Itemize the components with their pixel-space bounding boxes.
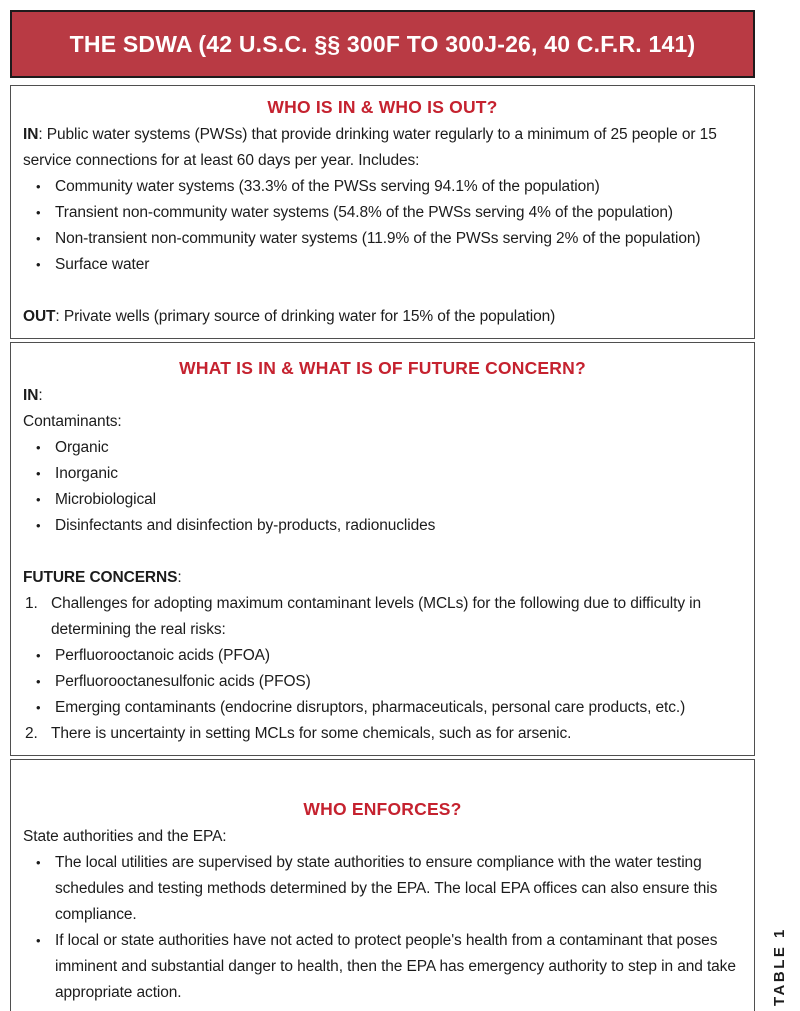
list-item-text: Microbiological xyxy=(55,491,157,508)
list-item xyxy=(23,200,742,226)
list-item xyxy=(23,252,742,278)
list-item-text: Surface water xyxy=(55,256,150,273)
bullet-icon: • xyxy=(36,231,41,246)
in-paragraph xyxy=(23,383,742,409)
in-text: : Public water systems (PWSs) that provide drinking water regularly to a minimum of 25 people or 15 service connections for at least 60 days per year. Includes: xyxy=(23,126,717,169)
bullet-icon: • xyxy=(36,700,41,715)
bullet-icon: • xyxy=(36,492,41,507)
out-label: OUT xyxy=(23,308,56,325)
numbered-item-text: Challenges for adopting maximum contaminant levels (MCLs) for the following due to difficulty in determining the real risks: xyxy=(51,595,702,638)
list-item-text: Transient non-community water systems (54.8% of the PWSs serving 4% of the population) xyxy=(55,204,673,221)
list-item-text: Community water systems (33.3% of the PWSs serving 94.1% of the population) xyxy=(55,178,600,195)
future-concerns-label xyxy=(23,565,742,591)
page-title: THE SDWA (42 U.S.C. §§ 300F TO 300J-26, 40 C.F.R. 141) xyxy=(69,30,696,57)
list-item-text: Non-transient non-community water systems (11.9% of the PWSs serving 2% of the population) xyxy=(55,230,701,247)
list-item xyxy=(23,850,742,928)
list-item-text: Perfluorooctanesulfonic acids (PFOS) xyxy=(55,673,311,690)
contaminants-intro: Contaminants: xyxy=(23,413,122,430)
bullet-icon: • xyxy=(36,674,41,689)
bullet-icon: • xyxy=(36,440,41,455)
future-concerns-colon: : xyxy=(177,569,182,586)
in-paragraph xyxy=(23,122,742,174)
section-who-enforces xyxy=(10,759,755,1011)
future-concerns-numbered-list xyxy=(23,591,742,643)
list-item xyxy=(23,461,742,487)
bullet-icon: • xyxy=(36,648,41,663)
future-concerns-text: FUTURE CONCERNS xyxy=(23,569,178,586)
list-item xyxy=(23,435,742,461)
numbered-item xyxy=(23,721,742,747)
out-text: : Private wells (primary source of drinking water for 15% of the population) xyxy=(55,308,556,325)
bullet-icon: • xyxy=(36,205,41,220)
list-item-text: Inorganic xyxy=(55,465,118,482)
list-item xyxy=(23,643,742,669)
sections-container xyxy=(10,85,755,1011)
list-item xyxy=(23,513,742,539)
list-item xyxy=(23,174,742,200)
bullet-icon: • xyxy=(36,855,41,870)
item-number: 2. xyxy=(25,725,38,742)
section-what-is-in xyxy=(10,342,755,756)
numbered-item-text: There is uncertainty in setting MCLs for some chemicals, such as for arsenic. xyxy=(51,725,572,742)
table-caption-container xyxy=(766,927,794,1006)
out-paragraph xyxy=(23,304,742,330)
numbered-item xyxy=(23,591,742,643)
section-heading: WHAT IS IN & WHAT IS OF FUTURE CONCERN? xyxy=(179,358,586,378)
list-item-text: Emerging contaminants (endocrine disruptors, pharmaceuticals, personal care products, etc.) xyxy=(55,699,686,716)
bullet-icon: • xyxy=(36,257,41,272)
list-item xyxy=(23,226,742,252)
in-label: IN xyxy=(23,387,39,404)
in-label: IN xyxy=(23,126,39,143)
list-item-text: The local utilities are supervised by state authorities to ensure compliance with the water testing schedules and testing methods determined by the EPA. The local EPA offices can also ensure this compliance. xyxy=(55,854,718,923)
in-colon: : xyxy=(38,387,43,404)
list-item xyxy=(23,695,742,721)
future-concerns-numbered-list xyxy=(23,721,742,747)
list-item xyxy=(23,669,742,695)
table-side-label: TABLE 1 xyxy=(771,927,788,1006)
list-item xyxy=(23,487,742,513)
enforces-intro: State authorities and the EPA: xyxy=(23,828,227,845)
section-heading: WHO IS IN & WHO IS OUT? xyxy=(267,97,498,117)
in-bullet-list xyxy=(23,174,742,278)
future-bullet-list xyxy=(23,643,742,721)
contaminants-bullet-list xyxy=(23,435,742,539)
list-item-text: Disinfectants and disinfection by-products, radionuclides xyxy=(55,517,436,534)
bullet-icon: • xyxy=(36,179,41,194)
bullet-icon: • xyxy=(36,466,41,481)
list-item-text: Perfluorooctanoic acids (PFOA) xyxy=(55,647,270,664)
title-banner xyxy=(10,10,755,78)
section-who-is-in-out xyxy=(10,85,755,339)
enforces-bullet-list xyxy=(23,850,742,1006)
bullet-icon: • xyxy=(36,933,41,948)
list-item xyxy=(23,928,742,1006)
bullet-icon: • xyxy=(36,518,41,533)
list-item-text: Organic xyxy=(55,439,109,456)
item-number: 1. xyxy=(25,595,38,612)
section-heading: WHO ENFORCES? xyxy=(303,799,462,819)
list-item-text: If local or state authorities have not acted to protect people's health from a contaminant that poses imminent and substantial danger to health, then the EPA has emergency authority to step in and take appropriate action. xyxy=(55,932,736,1001)
